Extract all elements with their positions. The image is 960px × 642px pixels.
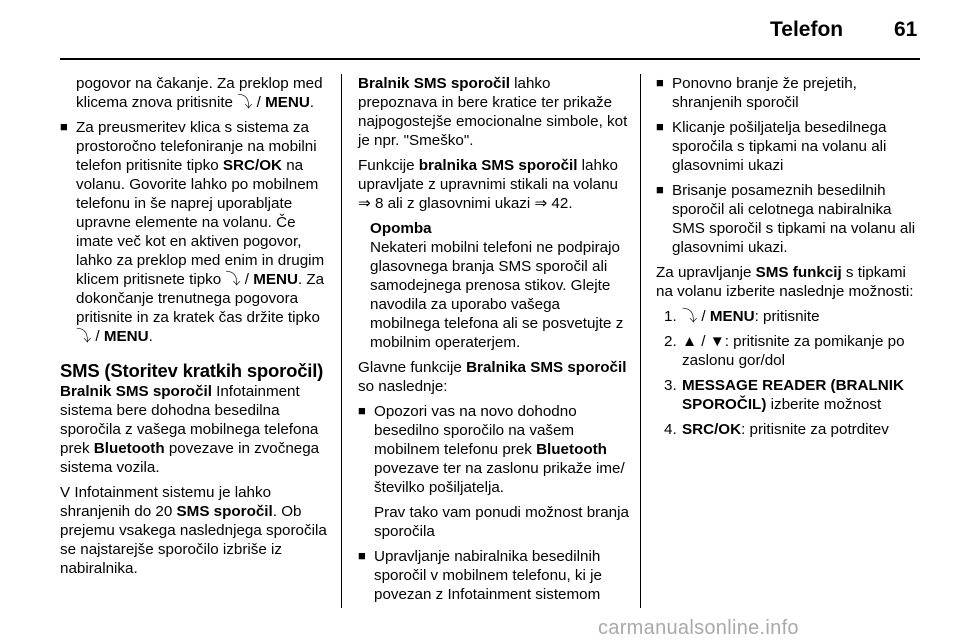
note-box [358,219,630,352]
paragraph: Glavne funkcije Bralnika SMS sporočil so naslednje: [358,359,627,395]
list-item: ■ Ponovno branje že prejetih, shranjenih sporočil [656,74,920,112]
section-heading: SMS (Storitev kratkih sporočil) [60,360,324,381]
column-divider-1 [341,74,342,608]
paragraph: Funkcije bralnika SMS sporočil lahko upravljate z upravnimi stikali na volanu ⇒ 8 ali z glasovnimi ukazi ⇒ 42. [358,157,619,212]
list-item: ■ Upravljanje nabiralnika besedilnih sporočil v mobilnem telefonu, ki je povezan z Infotainment sistemom [358,547,630,604]
paragraph: Za upravljanje SMS funkcij s tipkami na volanu izberite naslednje možnosti: [656,264,914,300]
column-1 [60,74,330,584]
column-3 [656,74,920,445]
list-item-subtext: Prav tako vam ponudi možnost branja sporočila [374,504,629,540]
column-2 [358,74,630,610]
continued-paragraph: pogovor na čakanje. Za preklop med klicema znova pritisnite ⤵ / MENU. [76,75,323,111]
header-rule [60,58,920,60]
list-item: ■ Brisanje posameznih besedilnih sporočil ali celotnega nabiralnika SMS sporočil s tipkami na volanu ali glasovnimi ukazi. [656,181,920,257]
paragraph: Bralnik SMS sporočil lahko prepoznava in bere kratice ter prikaže najpogostejše emocionalne simbole, kot je npr. "Smeško". [358,75,628,149]
list-item: ■ Za preusmeritev klica s sistema za prostoročno telefoniranje na mobilni telefon pritisnite tipko SRC/OK na volanu. Govorite lahko po mobilnem telefonu in še naprej uporabljate upravne elemente na volanu. Če imate več kot en aktiven pogovor, lahko za preklop med enim in drugim klicem pritisnete tipko ⤵ / MENU. Za dokončanje trenutnega pogovora pritisnite in za kratek čas držite tipko ⤵ / MENU. [60,118,330,346]
watermark: carmanualsonline.info [598,617,799,639]
numbered-step: 3. MESSAGE READER (BRALNIK SPOROČIL) izberite možnost [664,377,904,413]
list-item: ■ Klicanje pošiljatelja besedilnega sporočila s tipkami na volanu ali glasovnimi ukazi [656,118,920,175]
numbered-step: 1. ⤵ / MENU: pritisnite [664,308,820,325]
paragraph: V Infotainment sistemu je lahko shranjenih do 20 SMS sporočil. Ob prejemu vsakega naslednjega sporočila se najstarejše sporočilo izbriše iz nabiralnika. [60,484,327,577]
list-item: ■ Opozori vas na novo dohodno besedilno sporočilo na vašem mobilnem telefonu prek Bluetooth povezave ter na zaslonu prikaže ime/številko pošiljatelja. [358,402,630,497]
column-divider-2 [640,74,641,608]
page-header [0,0,960,60]
note-title: Opomba [370,220,432,237]
numbered-step: 2. ▲ / ▼: pritisnite za pomikanje po zaslonu gor/dol [664,333,905,369]
numbered-step: 4. SRC/OK: pritisnite za potrditev [664,421,889,438]
page-title: Telefon [770,18,844,41]
note-text: Nekateri mobilni telefoni ne podpirajo glasovnega branja SMS sporočil ali samodejnega prenosa stikov. Glejte navodila za uporabo vašega mobilnega telefona ali se posvetujte z mobilnim operaterjem. [370,239,624,351]
page-number: 61 [894,18,918,41]
paragraph: Bralnik SMS sporočil Infotainment sistema bere dohodna besedilna sporočila z vašega mobilnega telefona prek Bluetooth povezave in zvočnega sistema vozila. [60,383,320,476]
